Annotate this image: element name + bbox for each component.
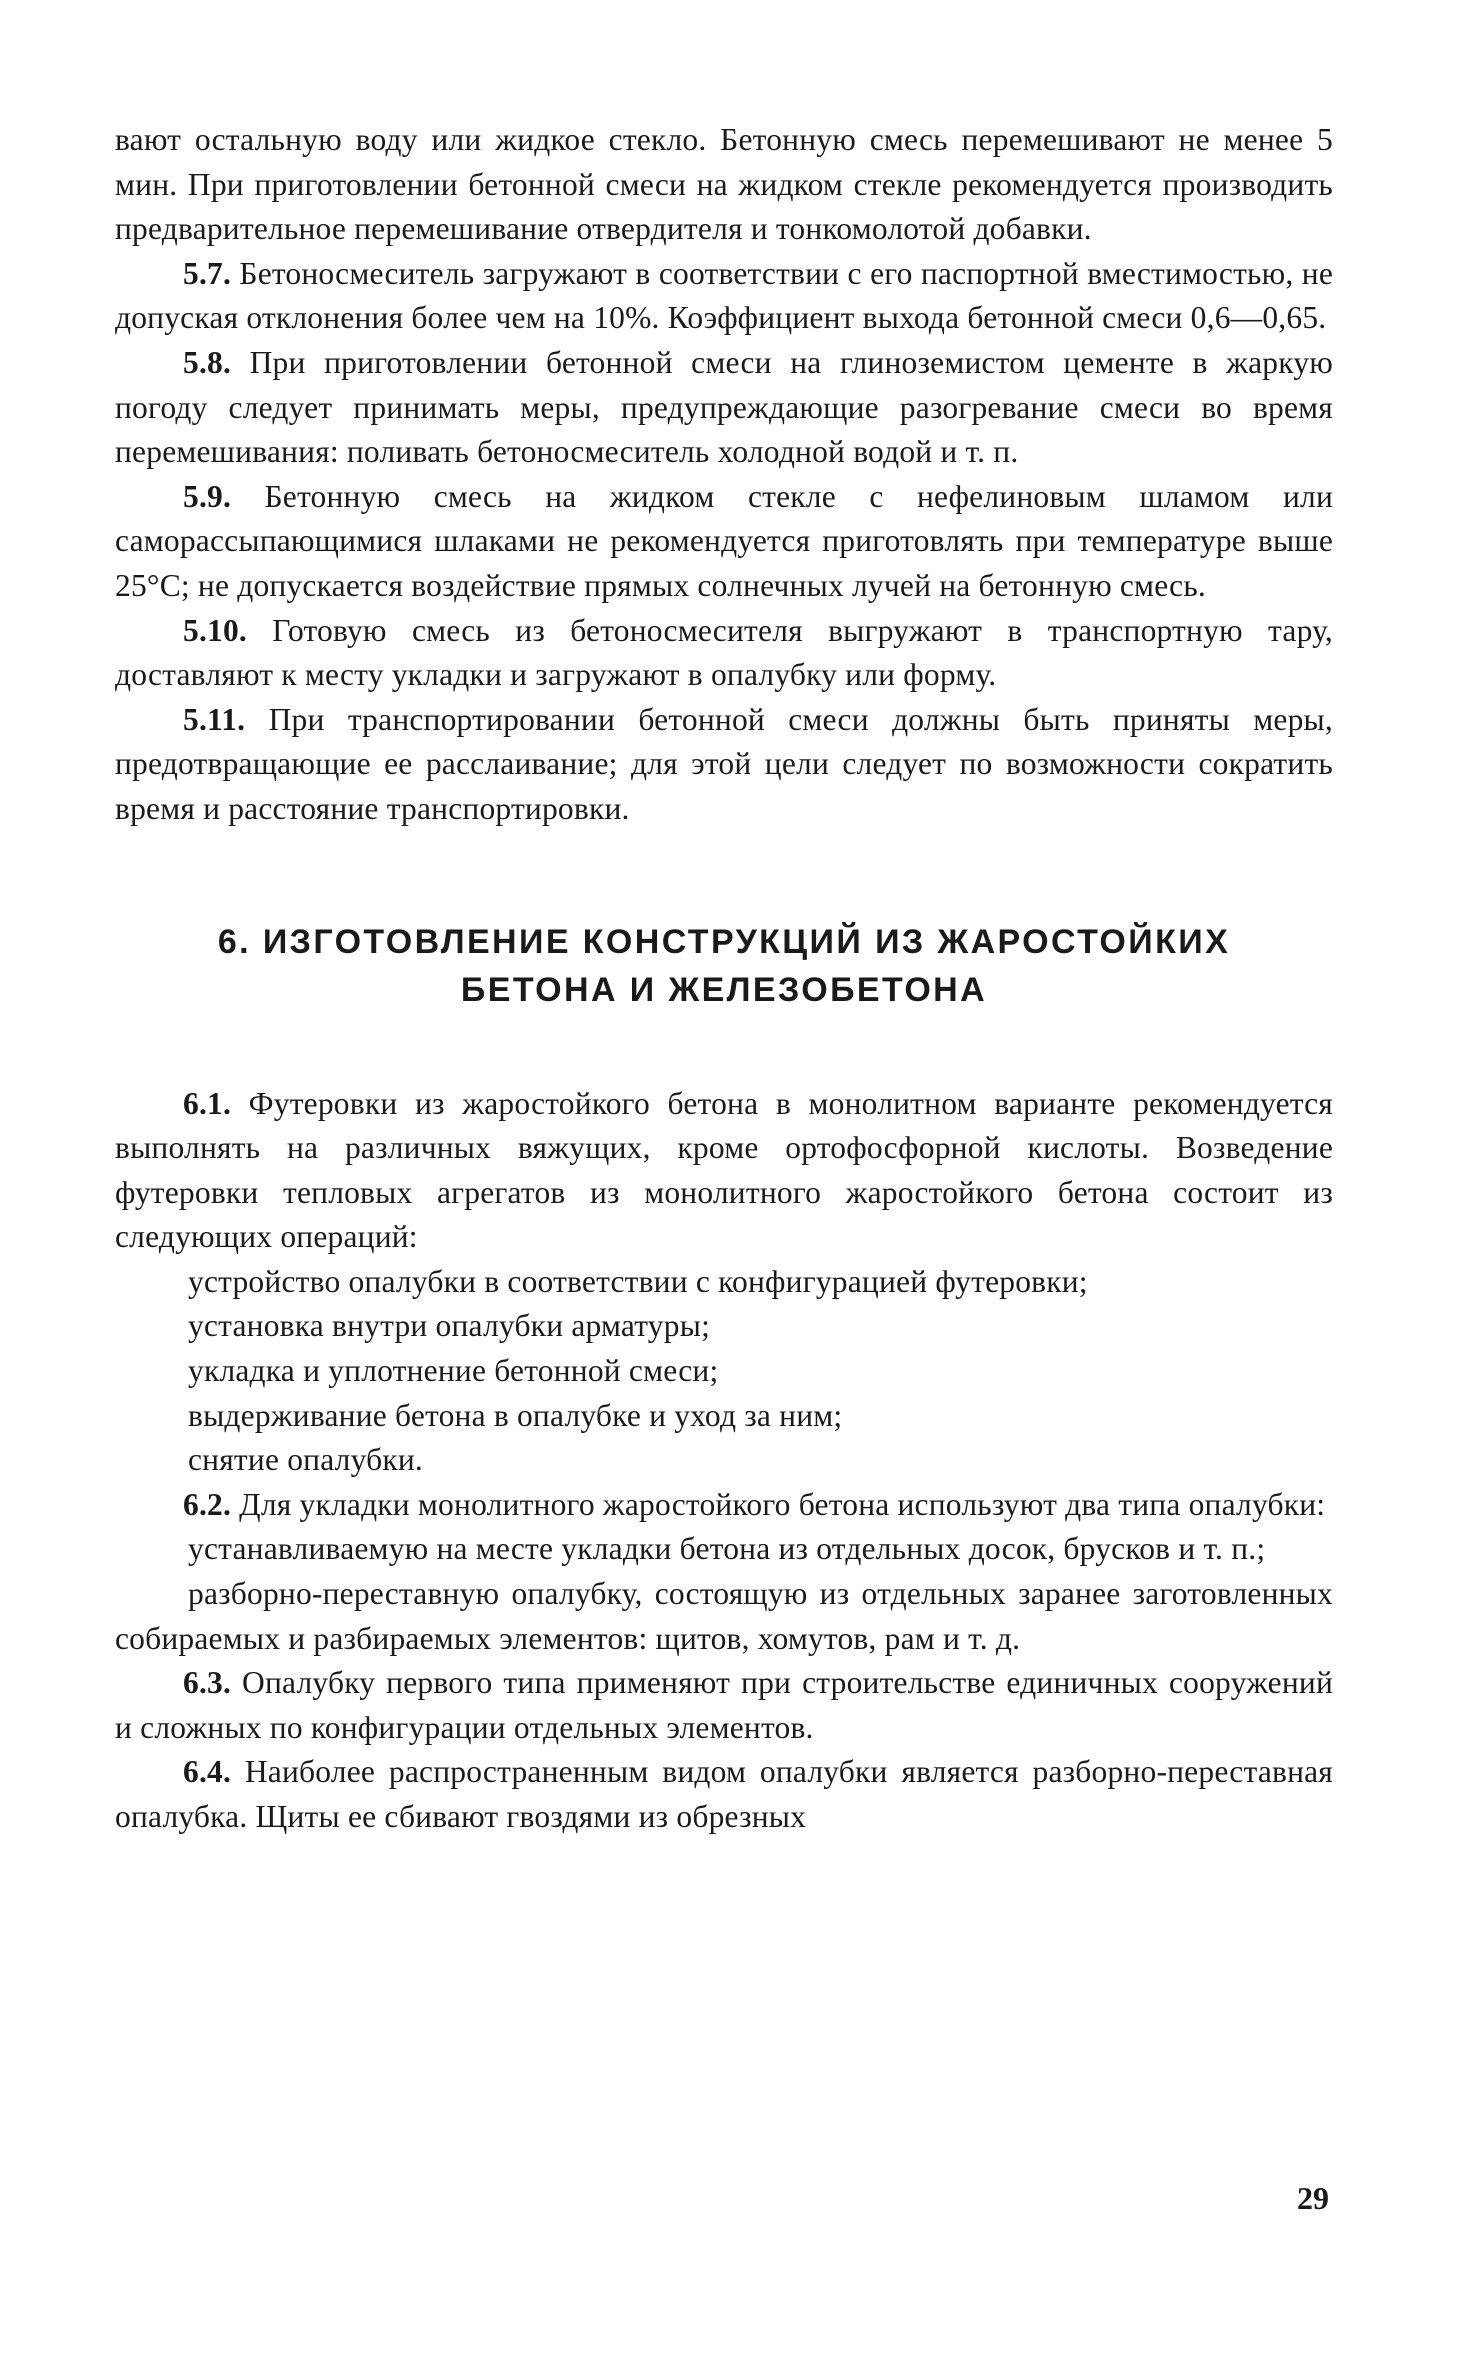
page-number: 29 [1297, 2180, 1329, 2216]
section-heading-line-2: БЕТОНА И ЖЕЛЕЗОБЕТОНА [460, 970, 988, 1009]
paragraph-continued [115, 118, 1333, 252]
paragraph-text: При транспортировании бетонной смеси должны быть приняты меры, предотвращающие ее расслаивание; для этой цели следует по возможности сократить время и расстояние транспортировки. [115, 701, 1333, 826]
paragraph-5-10 [115, 609, 1333, 698]
list-item-operation: выдерживание бетона в опалубке и уход за ним; [188, 1397, 843, 1433]
paragraph-number: 6.4. [183, 1754, 232, 1790]
paragraph-text: Для укладки монолитного жаростойкого бетона используют два типа опалубки: [239, 1486, 1326, 1522]
paragraph-5-9 [115, 475, 1333, 609]
list-item-operation: укладка и уплотнение бетонной смеси; [188, 1353, 719, 1389]
paragraph-5-11 [115, 698, 1333, 832]
list-item-formwork-type: устанавливаемую на месте укладки бетона из отдельных досок, брусков и т. п.; [188, 1531, 1266, 1567]
paragraph-number: 5.10. [183, 612, 247, 648]
paragraph-text: Опалубку первого типа применяют при строительстве единичных сооружений и сложных по конфигурации отдельных элементов. [115, 1665, 1334, 1745]
section-heading-line-1: 6. ИЗГОТОВЛЕНИЕ КОНСТРУКЦИЙ ИЗ ЖАРОСТОЙКИХ [217, 922, 1231, 961]
paragraph-text: Футеровки из жаростойкого бетона в монолитном варианте рекомендуется выполнять на различных вяжущих, кроме ортофосфорной кислоты. Возведение футеровки тепловых агрегатов из монолитного жаростойкого бетона состоит из следующих операций: [115, 1085, 1333, 1255]
paragraph-number: 6.1. [183, 1085, 232, 1121]
section-heading [115, 918, 1333, 1014]
paragraph-6-4 [115, 1750, 1333, 1839]
paragraph-number: 6.3. [183, 1665, 232, 1701]
paragraph-number: 5.9. [183, 478, 232, 514]
paragraph-6-1 [115, 1082, 1333, 1260]
paragraph-text: Бетоносмеситель загружают в соответствии с его паспортной вместимостью, не допуская отклонения более чем на 10%. Коэффициент выхода бетонной смеси 0,6—0,65. [115, 255, 1333, 336]
paragraph-text: Бетонную смесь на жидком стекле с нефелиновым шламом или саморассыпающимися шлаками не рекомендуется приготовлять при температуре выше 25°С; не допускается воздействие прямых солнечных лучей на бетонную смесь. [115, 478, 1334, 603]
paragraph-text: Наиболее распространенным видом опалубки является разборно-переставная опалубка. Щиты ее сбивают гвоздями из обрезных [115, 1754, 1333, 1834]
paragraph-text: вают остальную воду или жидкое стекло. Бетонную смесь перемешивают не менее 5 мин. При приготовлении бетонной смеси на жидком стекле рекомендуется производить предварительное перемешивание отвердителя и тонкомолотой добавки. [115, 122, 1333, 247]
list-item-operation: устройство опалубки в соответствии с конфигурацией футеровки; [188, 1263, 1088, 1299]
paragraph-number: 5.11. [183, 701, 246, 737]
paragraph-text: Готовую смесь из бетоносмесителя выгружают в транспортную тару, доставляют к месту укладки и загружают в опалубку или форму. [115, 612, 1333, 693]
paragraph-5-8 [115, 341, 1333, 475]
page-body [115, 118, 1333, 1840]
list-item-formwork-type: разборно-переставную опалубку, состоящую из отдельных заранее заготовленных собираемых и разбираемых элементов: щитов, хомутов, рам и т. д. [115, 1576, 1333, 1656]
list-item-operation: установка внутри опалубки арматуры; [188, 1308, 711, 1344]
paragraph-number: 6.2. [183, 1486, 232, 1522]
paragraph-5-7 [115, 252, 1333, 341]
list-item-operation: снятие опалубки. [188, 1442, 423, 1478]
paragraph-number: 5.8. [183, 344, 232, 380]
paragraph-number: 5.7. [183, 255, 232, 291]
paragraph-6-2 [115, 1483, 1333, 1528]
paragraph-6-3 [115, 1661, 1333, 1750]
paragraph-text: При приготовлении бетонной смеси на глиноземистом цементе в жаркую погоду следует принимать меры, предупреждающие разогревание смеси во время перемешивания: поливать бетоносмеситель холодной водой и т. п. [115, 344, 1334, 470]
